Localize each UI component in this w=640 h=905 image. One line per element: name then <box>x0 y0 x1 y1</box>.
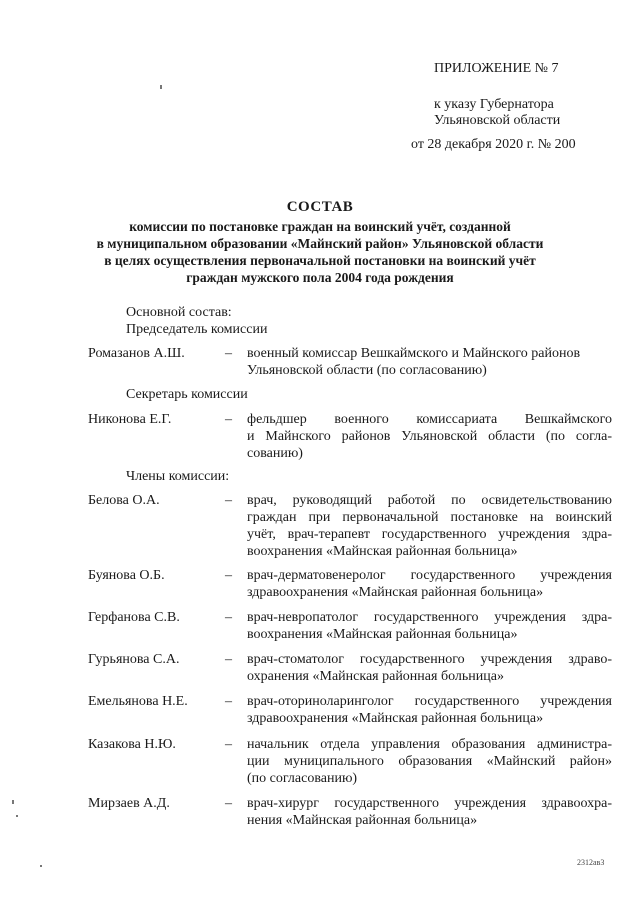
role-line: врач-дерматовенеролог государственного учреждения <box>247 568 612 583</box>
member-dash: – <box>225 652 232 667</box>
member-dash: – <box>225 346 232 361</box>
member-name: Казакова Н.Ю. <box>88 737 176 752</box>
role-line: военный комиссар Вешкаймского и Майнского районов <box>247 346 581 361</box>
role-line: и Майнского районов Ульяновской области (по согла- <box>247 429 612 444</box>
appendix-title: ПРИЛОЖЕНИЕ № 7 <box>434 61 559 76</box>
member-role <box>247 795 612 829</box>
role-line: (по согласованию) <box>247 771 358 786</box>
role-line: нения «Майнская районная больница» <box>247 813 478 828</box>
member-name: Белова О.А. <box>88 493 160 508</box>
title-main: СОСТАВ <box>286 199 354 215</box>
member-name: Буянова О.Б. <box>88 568 165 583</box>
title-line: граждан мужского пола 2004 года рождения <box>186 270 454 285</box>
document-title <box>70 199 570 286</box>
section-main-composition: Основной состав: <box>126 305 232 320</box>
member-dash: – <box>225 694 232 709</box>
title-line: в муниципальном образовании «Майнский район» Ульяновской области <box>96 236 544 251</box>
scan-speck <box>160 85 162 89</box>
member-role <box>247 345 612 379</box>
member-dash: – <box>225 493 232 508</box>
role-line: граждан при первоначальной постановке на воинский <box>247 510 612 525</box>
document-code: 2312ав3 <box>577 858 605 867</box>
role-line: воохранения «Майнская районная больница» <box>247 544 518 559</box>
member-name: Мирзаев А.Д. <box>88 796 170 811</box>
role-line: фельдшер военного комиссариата Вешкаймского <box>247 412 612 427</box>
decree-reference-line2: Ульяновской области <box>434 113 561 128</box>
role-line: Ульяновской области (по согласованию) <box>247 363 487 378</box>
member-name: Емельянова Н.Е. <box>88 694 188 709</box>
member-role <box>247 693 612 727</box>
role-line: учёт, врач-терапевт государственного учреждения здра- <box>247 527 612 542</box>
role-line: воохранения «Майнская районная больница» <box>247 627 518 642</box>
member-role <box>247 736 612 787</box>
title-line: комиссии по постановке граждан на воинский учёт, созданной <box>129 219 511 234</box>
section-members: Члены комиссии: <box>126 469 230 484</box>
member-name: Никонова Е.Г. <box>88 412 172 427</box>
role-line: здравоохранения «Майнская районная больница» <box>247 585 544 600</box>
member-name: Ромазанов А.Ш. <box>88 346 185 361</box>
member-dash: – <box>225 610 232 625</box>
member-role <box>247 609 612 643</box>
member-dash: – <box>225 796 232 811</box>
role-line: врач, руководящий работой по освидетельствованию <box>247 493 612 508</box>
scan-speck <box>12 800 14 804</box>
member-dash: – <box>225 412 232 427</box>
member-name: Гурьянова С.А. <box>88 652 180 667</box>
role-line: охранения «Майнская районная больница» <box>247 669 504 684</box>
title-line: в целях осуществления первоначальной постановки на воинский учёт <box>104 253 536 268</box>
role-line: врач-невропатолог государственного учреждения здра- <box>247 610 612 625</box>
role-line: врач-стоматолог государственного учреждения здраво- <box>247 652 612 667</box>
member-role <box>247 492 612 560</box>
scan-speck <box>40 865 42 867</box>
role-line: ции муниципального образования «Майнский район» <box>247 754 612 769</box>
role-line: здравоохранения «Майнская районная больница» <box>247 711 544 726</box>
role-line: врач-оториноларинголог государственного учреждения <box>247 694 612 709</box>
role-line: сованию) <box>247 446 303 461</box>
member-dash: – <box>225 737 232 752</box>
role-line: начальник отдела управления образования администра- <box>247 737 612 752</box>
member-name: Герфанова С.В. <box>88 610 180 625</box>
role-line: врач-хирург государственного учреждения здравоохра- <box>247 796 612 811</box>
section-secretary: Секретарь комиссии <box>126 387 248 402</box>
member-dash: – <box>225 568 232 583</box>
member-role <box>247 651 612 685</box>
scan-speck <box>16 815 18 817</box>
decree-date: от 28 декабря 2020 г. № 200 <box>411 137 576 152</box>
decree-reference-line1: к указу Губернатора <box>434 97 554 112</box>
member-role <box>247 567 612 601</box>
section-chairman: Председатель комиссии <box>126 322 268 337</box>
member-role <box>247 411 612 462</box>
